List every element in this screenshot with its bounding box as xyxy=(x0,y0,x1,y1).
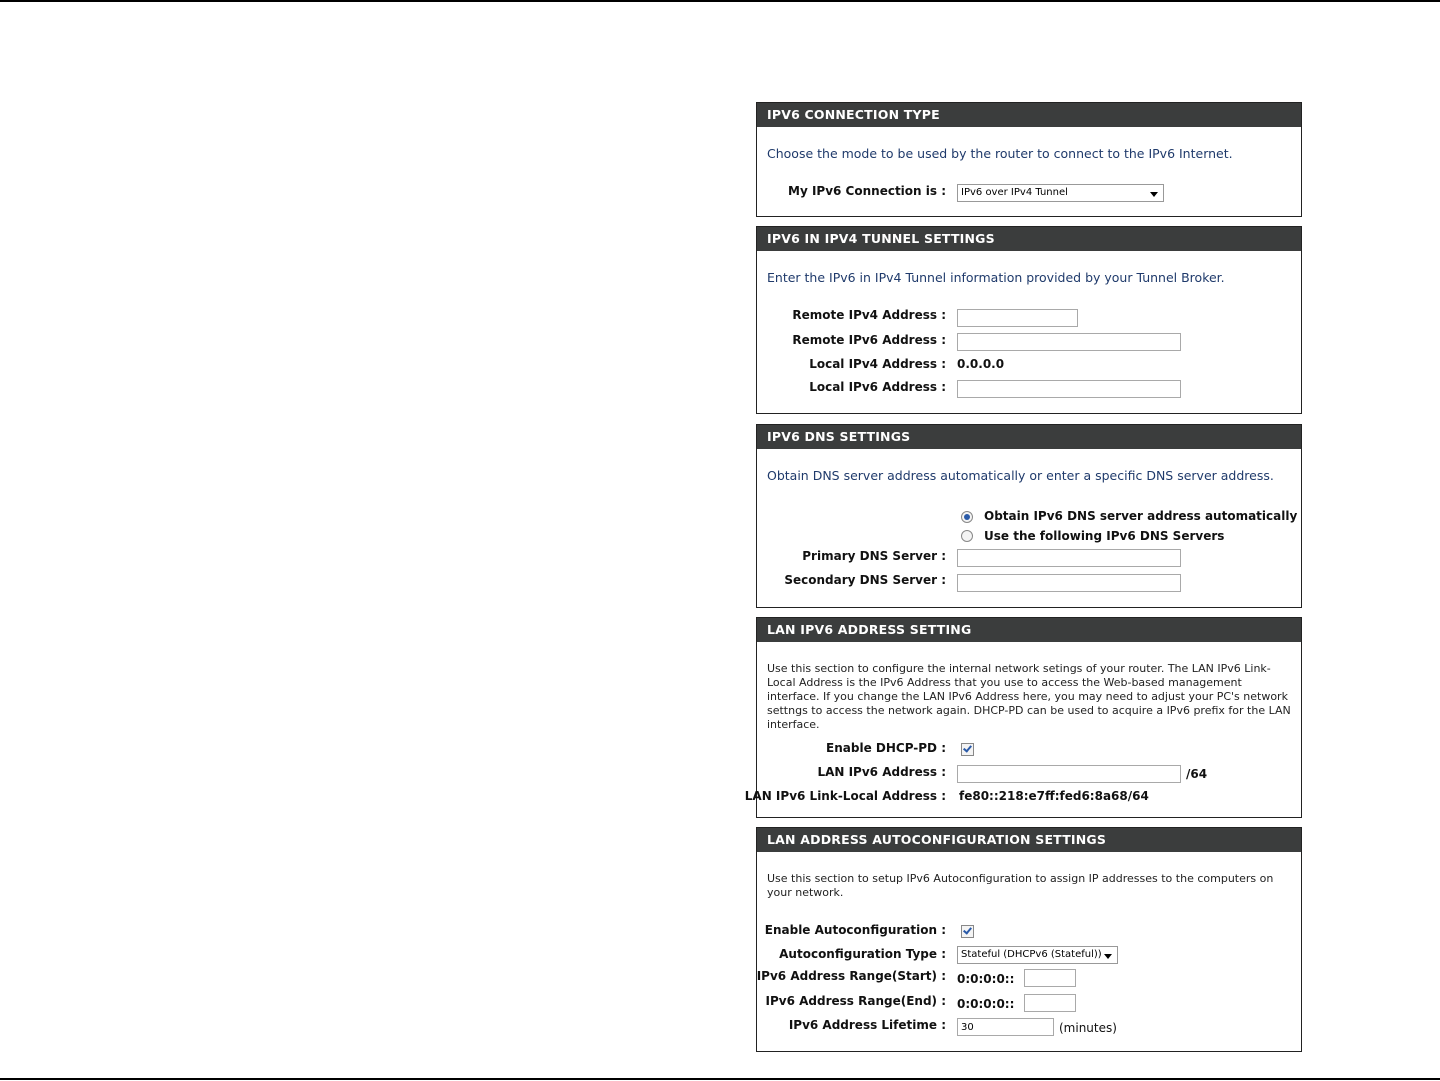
lan-prefix-suffix: /64 xyxy=(1186,767,1208,781)
range-start-prefix: 0:0:0:0:: xyxy=(957,972,1015,986)
remote-ipv6-input[interactable] xyxy=(957,333,1181,351)
lan-ipv6-label: LAN IPv6 Address : xyxy=(817,765,946,779)
lan-header: LAN IPV6 ADDRESS SETTING xyxy=(757,618,1301,642)
dns-panel xyxy=(756,424,1302,608)
dns-header: IPV6 DNS SETTINGS xyxy=(757,425,1301,449)
range-end-input[interactable] xyxy=(1024,994,1076,1012)
secondary-dns-input[interactable] xyxy=(957,574,1181,592)
local-ipv6-label: Local IPv6 Address : xyxy=(809,380,946,394)
local-ipv4-label: Local IPv4 Address : xyxy=(809,357,946,371)
check-icon xyxy=(963,743,972,752)
lifetime-input[interactable] xyxy=(957,1018,1054,1036)
autoconf-description: Use this section to setup IPv6 Autoconfiguration to assign IP addresses to the computers on your network. xyxy=(767,872,1274,899)
bottom-rule xyxy=(0,1078,1440,1080)
range-start-input[interactable] xyxy=(1024,969,1076,987)
enable-autoconf-label: Enable Autoconfiguration : xyxy=(764,923,946,937)
lan-panel xyxy=(744,617,1302,818)
local-ipv4-value: 0.0.0.0 xyxy=(957,357,1005,371)
range-start-label: IPv6 Address Range(Start) : xyxy=(756,969,946,983)
chevron-down-icon xyxy=(1150,192,1158,197)
lifetime-unit: (minutes) xyxy=(1059,1021,1117,1035)
secondary-dns-label: Secondary DNS Server : xyxy=(784,573,946,587)
link-local-value: fe80::218:e7ff:fed6:8a68/64 xyxy=(959,789,1149,803)
autoconf-panel xyxy=(756,827,1302,1052)
remote-ipv6-label: Remote IPv6 Address : xyxy=(792,333,946,347)
connection-type-panel xyxy=(756,102,1302,217)
lan-ipv6-input[interactable] xyxy=(957,765,1181,783)
dhcp-pd-label: Enable DHCP-PD : xyxy=(826,741,946,755)
dns-intro: Obtain DNS server address automatically or enter a specific DNS server address. xyxy=(767,468,1274,483)
connection-select[interactable] xyxy=(957,184,1164,202)
primary-dns-input[interactable] xyxy=(957,549,1181,567)
chevron-down-icon xyxy=(1104,954,1112,959)
connection-type-intro: Choose the mode to be used by the router to connect to the IPv6 Internet. xyxy=(767,146,1233,161)
connection-type-header: IPV6 CONNECTION TYPE xyxy=(757,103,1301,127)
dns-auto-label: Obtain IPv6 DNS server address automatically xyxy=(984,509,1298,523)
autoconf-type-label: Autoconfiguration Type : xyxy=(779,947,946,961)
connection-label: My IPv6 Connection is : xyxy=(788,184,946,198)
tunnel-header: IPV6 IN IPV4 TUNNEL SETTINGS xyxy=(757,227,1301,251)
top-rule xyxy=(0,0,1440,2)
dhcp-pd-checkbox[interactable] xyxy=(961,743,974,756)
primary-dns-label: Primary DNS Server : xyxy=(802,549,946,563)
enable-autoconf-checkbox[interactable] xyxy=(961,925,974,938)
autoconf-header: LAN ADDRESS AUTOCONFIGURATION SETTINGS xyxy=(757,828,1301,852)
lan-description: Use this section to configure the internal network setings of your router. The LAN IPv6 Link-Local Address is the IPv6 Address that you use to access the Web-based management interface. If you change the LAN IPv6 Address here, you may need to adjust your PC's network settngs to access the network again. DHCP-PD can be used to acquire a IPv6 prefix for the LAN interface. xyxy=(767,662,1291,731)
autoconf-type-value: Stateful (DHCPv6 (Stateful)) xyxy=(961,949,1102,960)
dns-auto-radio[interactable] xyxy=(961,511,973,523)
remote-ipv4-input[interactable] xyxy=(957,309,1078,327)
dns-manual-label: Use the following IPv6 DNS Servers xyxy=(984,529,1225,543)
lifetime-label: IPv6 Address Lifetime : xyxy=(788,1018,946,1032)
connection-select-value: IPv6 over IPv4 Tunnel xyxy=(961,187,1068,198)
range-end-label: IPv6 Address Range(End) : xyxy=(765,994,946,1008)
local-ipv6-input[interactable] xyxy=(957,380,1181,398)
check-icon xyxy=(963,925,972,934)
autoconf-type-select[interactable] xyxy=(957,946,1118,964)
tunnel-panel xyxy=(756,226,1302,414)
tunnel-intro: Enter the IPv6 in IPv4 Tunnel information provided by your Tunnel Broker. xyxy=(767,270,1225,285)
dns-manual-radio[interactable] xyxy=(961,530,973,542)
range-end-prefix: 0:0:0:0:: xyxy=(957,997,1015,1011)
remote-ipv4-label: Remote IPv4 Address : xyxy=(792,308,946,322)
link-local-label: LAN IPv6 Link-Local Address : xyxy=(744,789,946,803)
